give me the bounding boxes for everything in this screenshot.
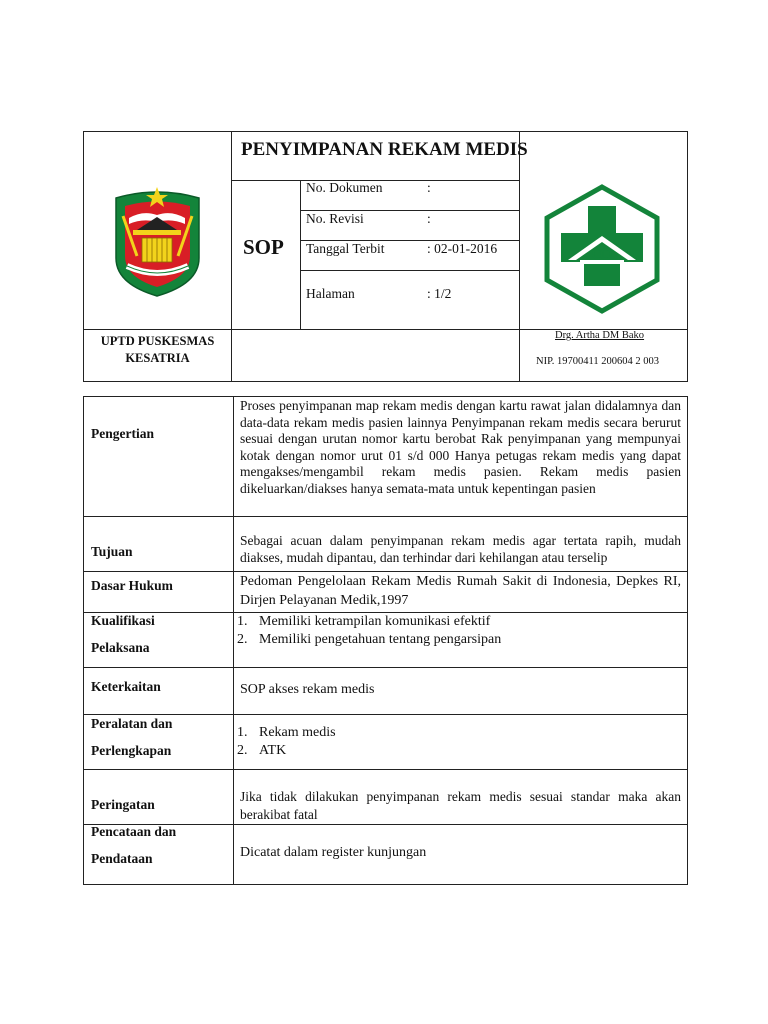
text-pengertian: Proses penyimpanan map rekam medis dengan kartu rawat jalan didalamnya dan data-data rekam medis pasien lainnya Penyimpanan rekam medis secara berurut sesuai dengan urutan nomor kartu berobat Rak penyimpanan yang mempunyai kotak dengan nomor urut 01 s/d 000 Hanya petugas rekam medis yang dapat mengakses/mengambil rekam medis pasien. Rekam medis pasien dikeluarkan/diakses hanya semata-mata untuk kepentingan pasien bbox=[240, 398, 681, 496]
label-dasar-hukum: Dasar Hukum bbox=[91, 578, 173, 593]
text-keterkaitan: SOP akses rekam medis bbox=[240, 682, 375, 697]
list-item: 1. Memiliki ketrampilan komunikasi efektif bbox=[237, 614, 491, 629]
text-pencatatan: Dicatat dalam register kunjungan bbox=[240, 845, 427, 860]
field-label-tanggal-terbit: Tanggal Terbit bbox=[306, 241, 385, 256]
signer-nip: NIP. 19700411 200604 2 003 bbox=[536, 356, 659, 367]
field-value-no-revisi: : bbox=[427, 211, 431, 226]
organization-name-line2: KESATRIA bbox=[125, 351, 190, 365]
label-kualifikasi-line1: Kualifikasi bbox=[91, 613, 155, 628]
list-item-text: Memiliki pengetahuan tentang pengarsipan bbox=[259, 632, 502, 647]
list-item-text: Memiliki ketrampilan komunikasi efektif bbox=[259, 614, 491, 629]
label-peralatan-line2: Perlengkapan bbox=[91, 743, 172, 758]
label-peringatan: Peringatan bbox=[91, 797, 155, 812]
signer-name: Drg. Artha DM Bako bbox=[555, 330, 645, 341]
field-value-halaman: : 1/2 bbox=[427, 286, 452, 301]
document-title: PENYIMPANAN REKAM MEDIS bbox=[241, 139, 528, 160]
text-peringatan: Jika tidak dilakukan penyimpanan rekam medis sesuai standar maka akan berakibat fatal bbox=[240, 789, 681, 822]
sop-label: SOP bbox=[243, 235, 284, 259]
organization-name-line1: UPTD PUSKESMAS bbox=[100, 334, 215, 348]
regional-coat-of-arms-icon bbox=[113, 184, 202, 298]
list-kualifikasi bbox=[237, 613, 681, 649]
list-item: 2. Memiliki pengetahuan tentang pengarsipan bbox=[237, 632, 502, 647]
field-label-no-dokumen: No. Dokumen bbox=[306, 180, 383, 195]
puskesmas-cross-logo-icon bbox=[544, 184, 660, 314]
text-dasar-hukum: Pedoman Pengelolaan Rekam Medis Rumah Sakit di Indonesia, Depkes RI, Dirjen Pelayanan Medik,1997 bbox=[240, 574, 681, 608]
list-item: 1. Rekam medis bbox=[237, 725, 336, 740]
list-item-text: ATK bbox=[259, 743, 287, 758]
label-pencatatan-line1: Pencataan dan bbox=[91, 824, 177, 839]
list-peralatan bbox=[237, 724, 681, 760]
field-value-no-dokumen: : bbox=[427, 180, 431, 195]
label-keterkaitan: Keterkaitan bbox=[91, 679, 161, 694]
organization-name bbox=[84, 333, 231, 367]
list-item-text: Rekam medis bbox=[259, 725, 336, 740]
list-item: 2. ATK bbox=[237, 743, 287, 758]
text-tujuan: Sebagai acuan dalam penyimpanan rekam medis agar tertata rapih, mudah diakses, mudah dipantau, dan terhindar dari kehilangan atau terselip bbox=[240, 533, 681, 565]
label-kualifikasi-line2: Pelaksana bbox=[91, 640, 150, 655]
field-value-tanggal-terbit: : 02-01-2016 bbox=[427, 241, 498, 256]
label-pengertian: Pengertian bbox=[91, 426, 154, 441]
field-label-no-revisi: No. Revisi bbox=[306, 211, 364, 226]
label-pencatatan-line2: Pendataan bbox=[91, 851, 153, 866]
label-peralatan-line1: Peralatan dan bbox=[91, 716, 173, 731]
field-label-halaman: Halaman bbox=[306, 286, 355, 301]
label-tujuan: Tujuan bbox=[91, 544, 133, 559]
